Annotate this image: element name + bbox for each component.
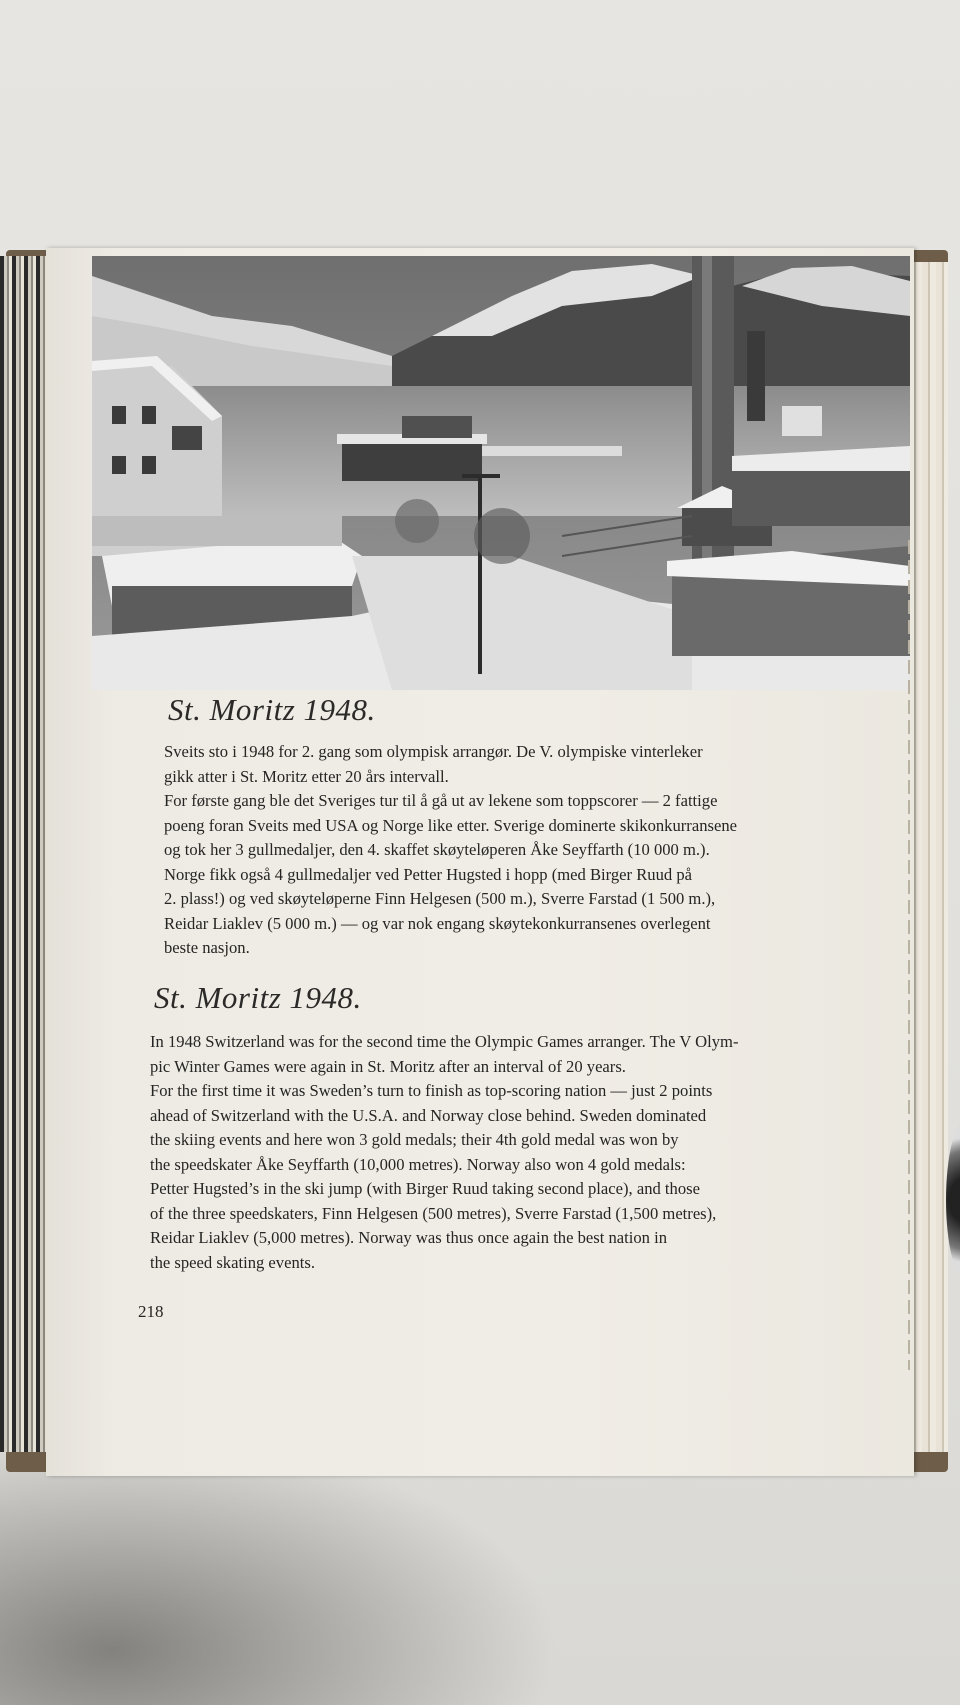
english-heading: St. Moritz 1948. bbox=[154, 980, 362, 1015]
norwegian-paragraph bbox=[164, 740, 828, 961]
english-line: the skiing events and here won 3 gold medals; their 4th gold medal was won by bbox=[150, 1130, 679, 1149]
norwegian-line: gikk atter i St. Moritz etter 20 års intervall. bbox=[164, 766, 449, 786]
st-moritz-winter-photo bbox=[92, 256, 910, 690]
english-line: Petter Hugsted’s in the ski jump (with Birger Ruud taking second place), and those bbox=[150, 1179, 700, 1198]
norwegian-line: beste nasjon. bbox=[164, 938, 250, 957]
norwegian-line: poeng foran Sveits med USA og Norge like etter. Sverige dominerte skikonkurransene bbox=[164, 815, 737, 835]
norwegian-line: Sveits sto i 1948 for 2. gang som olympisk arrangør. De V. olympiske vinterleker bbox=[164, 742, 703, 761]
english-line: ahead of Switzerland with the U.S.A. and Norway close behind. Sweden dominated bbox=[150, 1105, 707, 1125]
english-line: the speedskater Åke Seyffarth (10,000 metres). Norway also won 4 gold medals: bbox=[150, 1154, 686, 1174]
norwegian-line: Reidar Liaklev (5 000 m.) — og var nok engang skøytekonkurransenes overlegent bbox=[164, 913, 711, 933]
english-line: the speed skating events. bbox=[150, 1252, 315, 1272]
norwegian-line: For første gang ble det Sveriges tur til å gå ut av lekene som toppscorer — 2 fattige bbox=[164, 791, 718, 810]
english-line: pic Winter Games were again in St. Moritz after an interval of 20 years. bbox=[150, 1056, 626, 1076]
norwegian-line: og tok her 3 gullmedaljer, den 4. skaffet skøyteløperen Åke Seyffarth (10 000 m.). bbox=[164, 840, 710, 859]
norwegian-line: 2. plass!) og ved skøyteløperne Finn Helgesen (500 m.), Sverre Farstad (1 500 m.), bbox=[164, 889, 716, 908]
english-line: For the first time it was Sweden’s turn to finish as top-scoring nation — just 2 points bbox=[150, 1081, 713, 1100]
norwegian-line: Norge fikk også 4 gullmedaljer ved Petter Hugsted i hopp (med Birger Ruud på bbox=[164, 864, 692, 884]
english-line: Reidar Liaklev (5,000 metres). Norway was thus once again the best nation in bbox=[150, 1228, 668, 1247]
opposite-page-photo-edge bbox=[946, 1120, 960, 1280]
norwegian-heading: St. Moritz 1948. bbox=[168, 692, 376, 727]
english-line: In 1948 Switzerland was for the second time the Olympic Games arranger. The V Olym- bbox=[150, 1032, 739, 1051]
english-line: of the three speedskaters, Finn Helgesen (500 metres), Sverre Farstad (1,500 metres), bbox=[150, 1203, 717, 1223]
page-number: 218 bbox=[138, 1302, 164, 1321]
book-page-edges-right bbox=[908, 262, 948, 1452]
english-paragraph bbox=[150, 1030, 832, 1275]
binding-thread bbox=[908, 540, 910, 1370]
